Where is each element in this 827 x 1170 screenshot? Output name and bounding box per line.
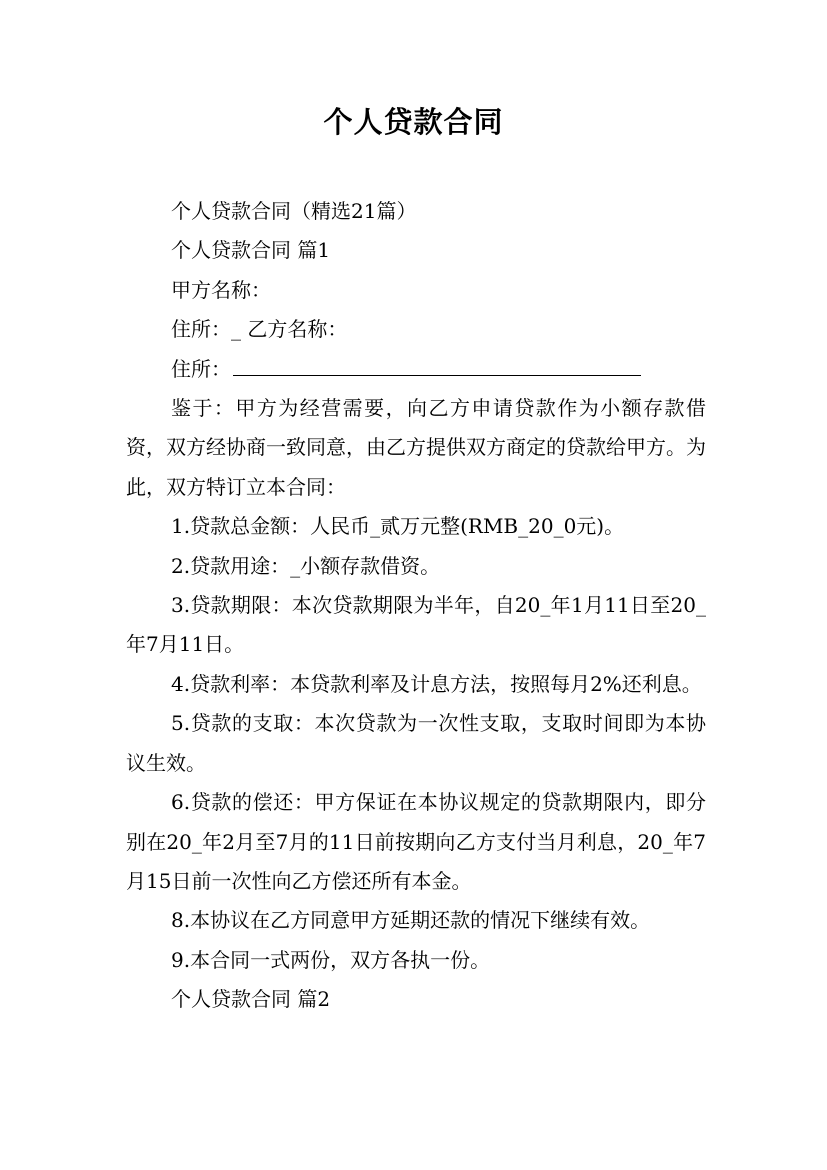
document-body — [126, 192, 706, 1020]
paragraph-loan-amount: 1.贷款总金额：人民币_贰万元整(RMB_20_0元)。 — [171, 514, 625, 539]
document-title: 个人贷款合同 — [323, 105, 504, 139]
address-blank-line — [233, 357, 641, 376]
paragraph-extension: 8.本协议在乙方同意甲方延期还款的情况下继续有效。 — [171, 908, 651, 933]
paragraph-loan-term: 3.贷款期限：本次贷款期限为半年，自20_年1月11日至20_年7月11日。 — [126, 593, 706, 657]
paragraph-party-a-name: 甲方名称： — [171, 277, 271, 302]
paragraph-loan-purpose: 2.贷款用途：_小额存款借资。 — [171, 553, 441, 578]
address-label: 住所： — [171, 356, 231, 381]
paragraph-copies: 9.本合同一式两份，双方各执一份。 — [171, 947, 491, 972]
paragraph-interest-rate: 4.贷款利率：本贷款利率及计息方法，按照每月2%还利息。 — [171, 671, 702, 696]
paragraph-address-line — [126, 350, 706, 389]
paragraph-repayment: 6.贷款的偿还：甲方保证在本协议规定的贷款期限内，即分别在20_年2月至7月的11日前按期向乙方支付当月利息，20_年7月15日前一次性向乙方偿还所有本金。 — [126, 790, 706, 893]
paragraph-section-2-heading: 个人贷款合同 篇2 — [171, 987, 331, 1012]
paragraph-whereas: 鉴于：甲方为经营需要，向乙方申请贷款作为小额存款借资，双方经协商一致同意，由乙方提供双方商定的贷款给甲方。为此，双方特订立本合同： — [126, 396, 706, 499]
paragraph-disbursement: 5.贷款的支取：本次贷款为一次性支取，支取时间即为本协议生效。 — [126, 711, 706, 775]
paragraph-address-party-b: 住所：_ 乙方名称： — [171, 317, 348, 342]
paragraph-collection-title: 个人贷款合同（精选21篇） — [171, 199, 417, 223]
paragraph-section-1-heading: 个人贷款合同 篇1 — [171, 238, 331, 263]
